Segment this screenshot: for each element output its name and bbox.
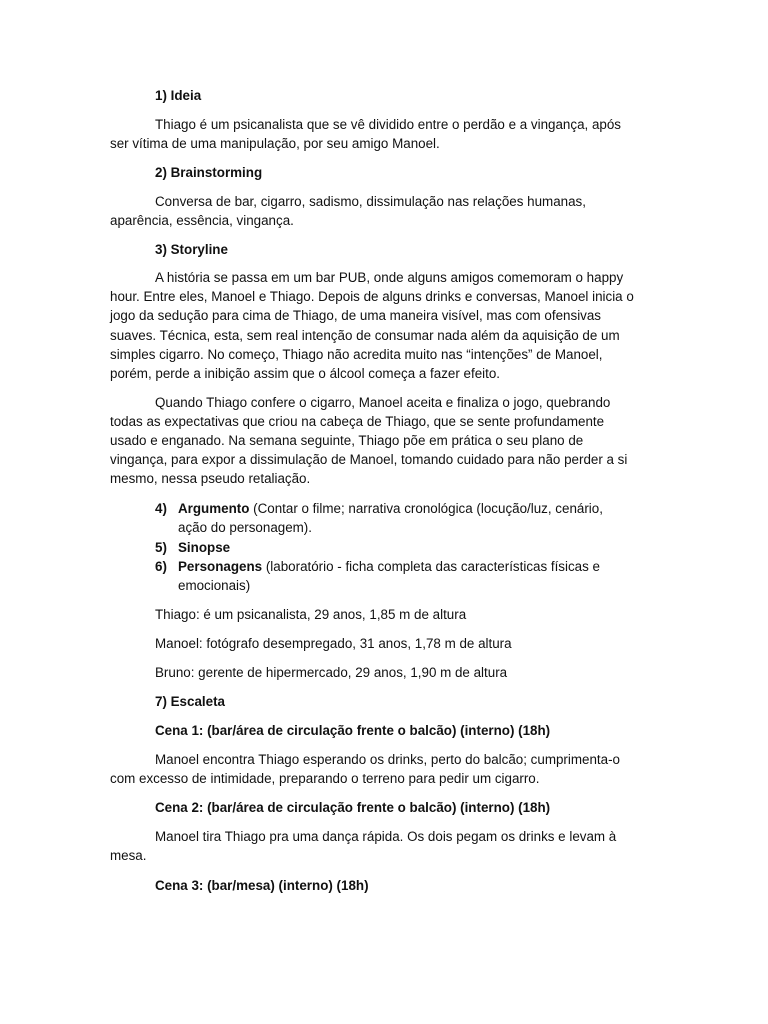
storyline-p1-line-3: jogo da sedução para cima de Thiago, de uma maneira visível, mas com ofensivas <box>110 308 602 323</box>
storyline-p2-line-4: vingança, para expor a dissimulação de Manoel, tomando cuidado para não perder a si <box>110 452 628 467</box>
list-text: (Contar o filme; narrativa cronológica (locução/luz, cenário, <box>249 501 603 516</box>
list-number: 6) <box>155 559 167 574</box>
scene-2-line-1: Manoel tira Thiago pra uma dança rápida. Os dois pegam os drinks e levam à <box>155 829 617 844</box>
scene-1-line-2: com excesso de intimidade, preparando o terreno para pedir um cigarro. <box>110 771 540 786</box>
heading-brainstorming: 2) Brainstorming <box>155 165 263 180</box>
storyline-p2-line-2: todas as expectativas que criou na cabeça de Thiago, que se sente profundamente <box>110 414 605 429</box>
list-term: Personagens <box>178 559 263 574</box>
list-item-sinopse <box>155 538 230 557</box>
list-number: 4) <box>155 501 167 516</box>
list-item-personagens <box>155 557 600 576</box>
storyline-p2-line-1: Quando Thiago confere o cigarro, Manoel aceita e finaliza o jogo, quebrando <box>155 395 611 410</box>
scene-2-title: Cena 2: (bar/área de circulação frente o balcão) (interno) (18h) <box>155 800 551 815</box>
list-number: 5) <box>155 540 167 555</box>
brainstorming-line-1: Conversa de bar, cigarro, sadismo, dissimulação nas relações humanas, <box>155 194 586 209</box>
heading-escaleta: 7) Escaleta <box>155 694 225 709</box>
list-text: (laboratório - ficha completa das características físicas e <box>262 559 600 574</box>
list-item-argumento <box>155 499 603 518</box>
list-term: Sinopse <box>178 540 231 555</box>
heading-ideia: 1) Ideia <box>155 88 202 103</box>
heading-storyline: 3) Storyline <box>155 242 228 257</box>
list-item-argumento-cont: ação do personagem). <box>178 520 312 535</box>
character-bruno: Bruno: gerente de hipermercado, 29 anos, 1,90 m de altura <box>155 665 508 680</box>
character-manoel: Manoel: fotógrafo desempregado, 31 anos, 1,78 m de altura <box>155 636 512 651</box>
storyline-p1-line-4: suaves. Técnica, esta, sem real intenção de consumar nada além da aquisição de um <box>110 328 620 343</box>
storyline-p1-line-2: hour. Entre eles, Manoel e Thiago. Depois de alguns drinks e conversas, Manoel inicia o <box>110 289 634 304</box>
storyline-p2-line-3: usado e enganado. Na semana seguinte, Thiago põe em prática o seu plano de <box>110 433 584 448</box>
storyline-p1-line-1: A história se passa em um bar PUB, onde alguns amigos comemoram o happy <box>155 270 624 285</box>
scene-2-line-2: mesa. <box>110 848 147 863</box>
scene-1-line-1: Manoel encontra Thiago esperando os drinks, perto do balcão; cumprimenta-o <box>155 752 620 767</box>
storyline-p1-line-6: porém, perde a inibição assim que o álcool começa a fazer efeito. <box>110 366 501 381</box>
character-thiago: Thiago: é um psicanalista, 29 anos, 1,85 m de altura <box>155 607 467 622</box>
scene-3-title: Cena 3: (bar/mesa) (interno) (18h) <box>155 878 369 893</box>
scene-1-title: Cena 1: (bar/área de circulação frente o balcão) (interno) (18h) <box>155 723 551 738</box>
list-item-personagens-cont: emocionais) <box>178 578 251 593</box>
brainstorming-line-2: aparência, essência, vingança. <box>110 213 294 228</box>
storyline-p1-line-5: simples cigarro. No começo, Thiago não acredita muito nas “intenções” de Manoel, <box>110 347 603 362</box>
ideia-line-2: ser vítima de uma manipulação, por seu amigo Manoel. <box>110 136 440 151</box>
ideia-line-1: Thiago é um psicanalista que se vê dividido entre o perdão e a vingança, após <box>155 117 621 132</box>
storyline-p2-line-5: mesmo, nessa pseudo retaliação. <box>110 471 311 486</box>
list-term: Argumento <box>178 501 250 516</box>
